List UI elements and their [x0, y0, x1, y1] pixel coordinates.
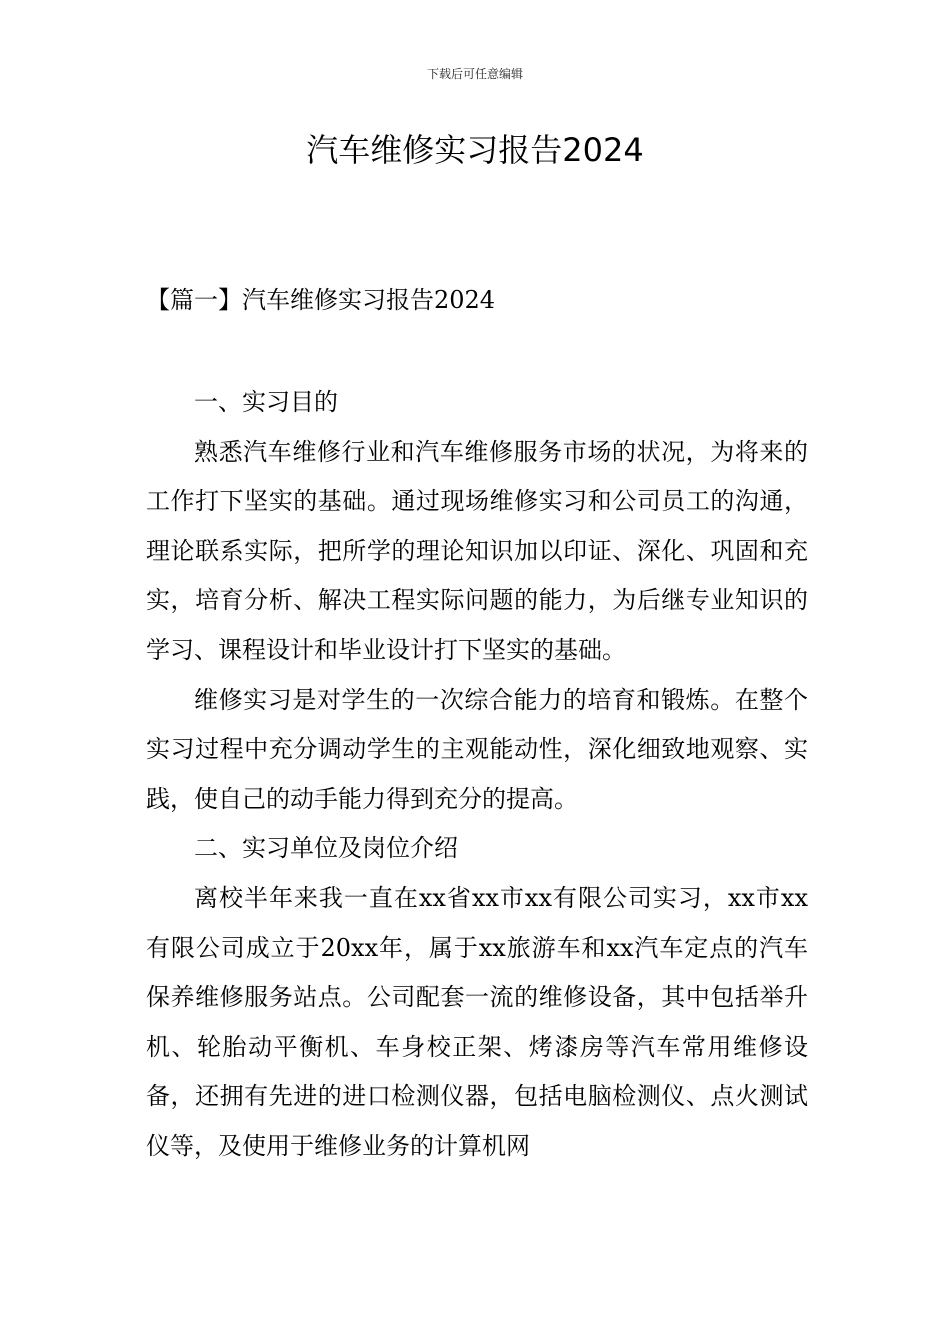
paragraph-training: 维修实习是对学生的一次综合能力的培育和锻炼。在整个实习过程中充分调动学生的主观能动性，深化细致地观察、实践，使自己的动手能力得到充分的提高。: [146, 685, 808, 813]
paragraph-purpose: 熟悉汽车维修行业和汽车维修服务市场的状况，为将来的工作打下坚实的基础。通过现场维修实习和公司员工的沟通，理论联系实际，把所学的理论知识加以印证、深化、巩固和充实，培育分析、解决工程实际问题的能力，为后继专业知识的学习、课程设计和毕业设计打下坚实的基础。: [146, 437, 808, 664]
header-note: 下载后可任意编辑: [426, 67, 523, 81]
paragraph-company: 离校半年来我一直在xx省xx市xx有限公司实习，xx市xx有限公司成立于20xx年，属于xx旅游车和xx汽车定点的汽车保养维修服务站点。公司配套一流的维修设备，其中包括举升机、轮胎动平衡机、车身校正架、烤漆房等汽车常用维修设备，还拥有先进的进口检测仪器，包括电脑检测仪、点火测试仪等，及使用于维修业务的计算机网: [146, 883, 808, 1160]
document-title: 汽车维修实习报告2024: [306, 131, 644, 169]
heading-purpose: 一、实习目的: [194, 388, 338, 416]
document-body: [146, 378, 808, 1172]
heading-company: 二、实习单位及岗位介绍: [194, 834, 458, 863]
section-title: 【篇一】汽车维修实习报告2024: [146, 286, 496, 314]
